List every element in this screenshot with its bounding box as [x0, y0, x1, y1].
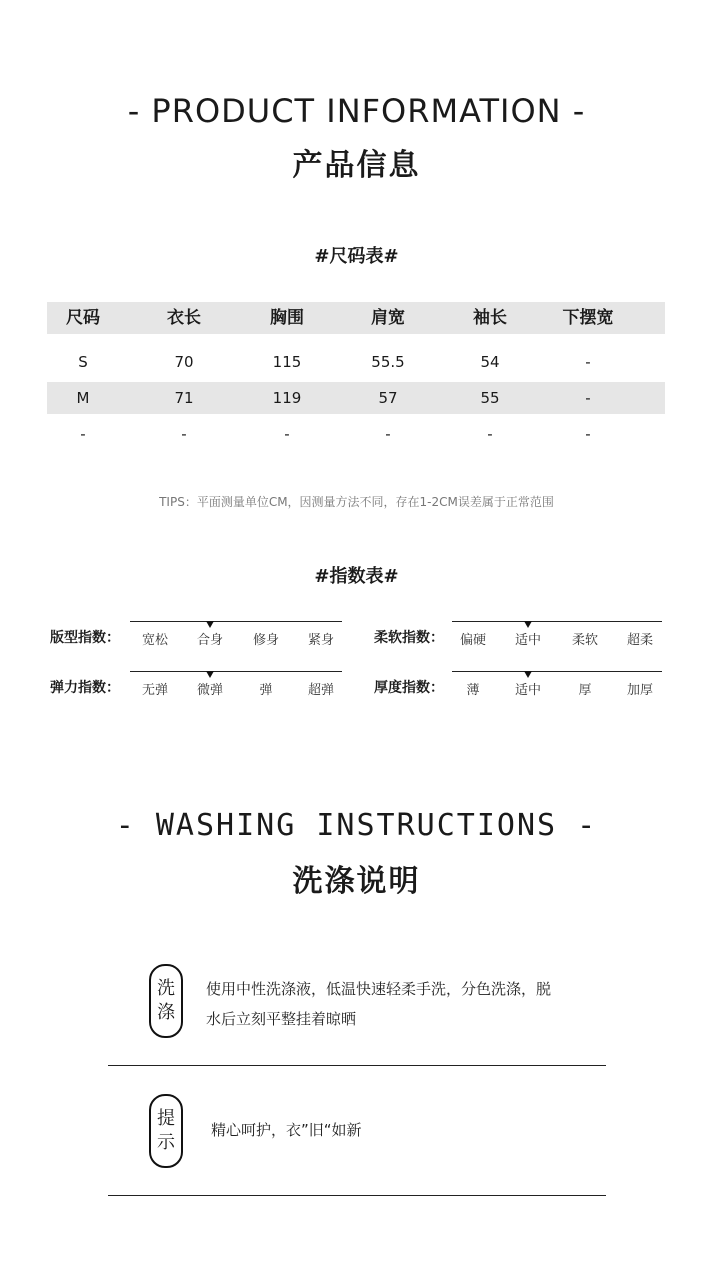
softness-option: 适中	[514, 633, 541, 648]
wash-badge-char: 洗	[157, 978, 175, 999]
tip-badge-char: 示	[157, 1132, 175, 1153]
wash-badge	[149, 964, 183, 1038]
softness-option: 超柔	[626, 633, 653, 648]
size-tips: TIPS：平面测量单位CM，因测量方法不同，存在1-2CM误差属于正常范围	[159, 495, 554, 509]
thickness-option: 薄	[466, 683, 480, 698]
softness-index-marker	[524, 621, 532, 628]
softness-option: 柔软	[571, 633, 598, 648]
fit-index-scale	[130, 621, 342, 622]
table-cell: 57	[378, 389, 398, 407]
table-row	[47, 418, 665, 450]
softness-index-scale	[452, 621, 662, 622]
elasticity-option: 弹	[259, 683, 273, 698]
washing-title-en: - WASHING INSTRUCTIONS -	[115, 808, 598, 843]
table-cell: -	[585, 389, 591, 407]
tip-line: 精心呵护，衣”旧“如新	[211, 1121, 362, 1139]
softness-index-label: 柔软指数：	[374, 630, 444, 646]
header-cell-chest: 胸围	[270, 308, 304, 328]
elasticity-index-scale	[130, 671, 342, 672]
wash-instruction-line: 水后立刻平整挂着晾晒	[206, 1010, 357, 1028]
size-table	[47, 302, 665, 452]
wash-badge-char: 涤	[157, 1002, 175, 1023]
thickness-index-marker	[524, 671, 532, 678]
table-cell: -	[385, 425, 391, 443]
product-title-cn: 产品信息	[292, 148, 421, 183]
size-table-header	[47, 302, 665, 334]
fit-option: 合身	[196, 633, 223, 648]
table-cell: M	[76, 389, 90, 407]
fit-option: 紧身	[307, 633, 334, 648]
wash-instruction-line: 使用中性洗涤液，低温快速轻柔手洗，分色洗涤，脱	[206, 980, 552, 998]
table-cell: 55.5	[371, 353, 405, 371]
fit-option: 修身	[252, 633, 279, 648]
washing-title-cn: 洗涤说明	[292, 864, 421, 899]
table-cell: -	[585, 425, 591, 443]
divider	[108, 1195, 606, 1196]
wash-instruction-text	[206, 974, 626, 1034]
index-chart-heading: #指数表#	[314, 566, 399, 587]
fit-index-label: 版型指数：	[50, 630, 120, 646]
table-cell: 115	[272, 353, 302, 371]
table-row	[47, 382, 665, 414]
softness-option: 偏硬	[459, 633, 486, 648]
divider	[108, 1065, 606, 1066]
elasticity-option: 超弹	[307, 683, 334, 698]
elasticity-option: 微弹	[196, 683, 223, 698]
thickness-option: 加厚	[626, 683, 653, 698]
tip-text	[211, 1115, 611, 1145]
header-cell-size: 尺码	[66, 308, 100, 328]
header-cell-sleeve: 袖长	[473, 308, 507, 328]
table-cell: S	[78, 353, 88, 371]
thickness-option: 适中	[514, 683, 541, 698]
thickness-option: 厚	[578, 683, 592, 698]
product-title-en: - PRODUCT INFORMATION -	[127, 92, 586, 130]
elasticity-index-label: 弹力指数：	[50, 680, 120, 696]
header-cell-length: 衣长	[167, 308, 201, 328]
thickness-index-scale	[452, 671, 662, 672]
fit-option: 宽松	[141, 633, 168, 648]
elasticity-option: 无弹	[141, 683, 168, 698]
table-row	[47, 346, 665, 378]
table-cell: -	[487, 425, 493, 443]
table-cell: 54	[480, 353, 500, 371]
table-cell: -	[181, 425, 187, 443]
table-cell: 119	[272, 389, 302, 407]
tip-badge	[149, 1094, 183, 1168]
fit-index-marker	[206, 621, 214, 628]
table-cell: -	[80, 425, 86, 443]
thickness-index-label: 厚度指数：	[374, 680, 444, 696]
header-cell-hem: 下摆宽	[562, 308, 614, 328]
table-cell: -	[284, 425, 290, 443]
tip-badge-char: 提	[157, 1108, 175, 1129]
table-cell: 55	[480, 389, 500, 407]
size-chart-heading: #尺码表#	[314, 246, 399, 267]
table-cell: 71	[174, 389, 194, 407]
elasticity-index-marker	[206, 671, 214, 678]
table-cell: -	[585, 353, 591, 371]
header-cell-shoulder: 肩宽	[371, 308, 405, 328]
table-cell: 70	[174, 353, 194, 371]
